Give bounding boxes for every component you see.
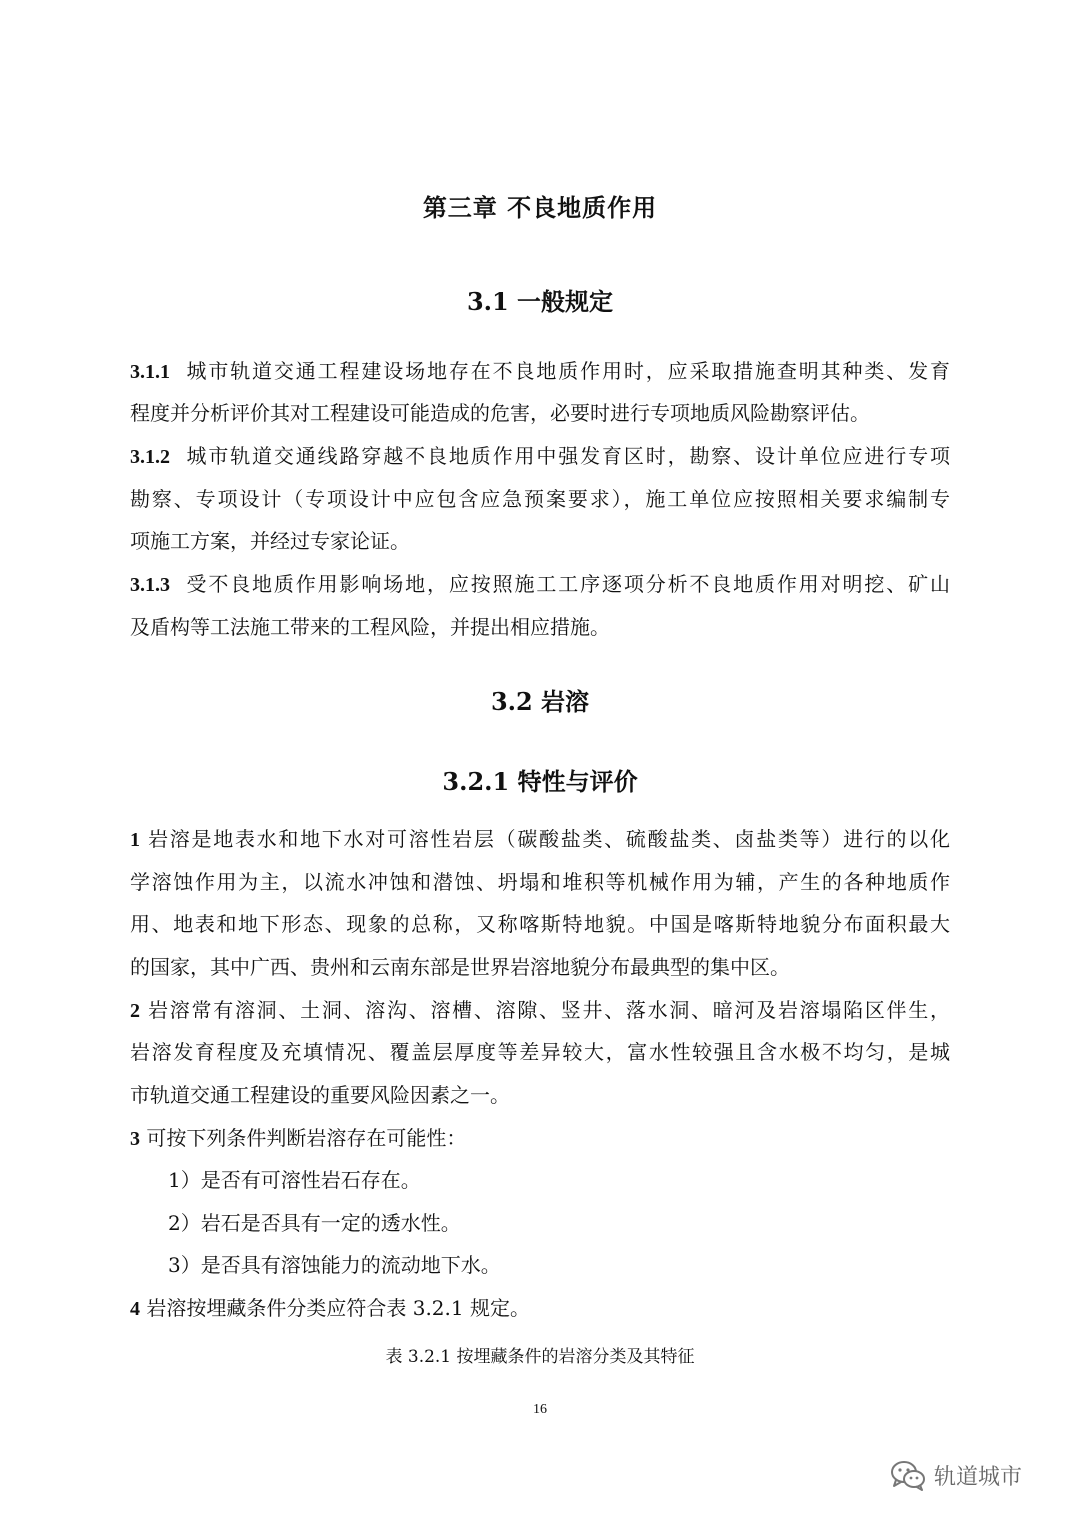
wechat-icon	[890, 1459, 926, 1491]
item-3-subitem-3: 3）是否具有溶蚀能力的流动地下水。	[168, 1253, 501, 1277]
item-text: 岩溶是地表水和地下水对可溶性岩层（碳酸盐类、硫酸盐类、卤盐类等）进行的以化	[148, 827, 950, 851]
clause-number: 3.1.2	[130, 446, 170, 468]
item-text: 岩溶常有溶洞、土洞、溶沟、溶槽、溶隙、竖井、落水洞、暗河及岩溶塌陷区伴生，	[148, 998, 950, 1022]
watermark-text: 轨道城市	[934, 1464, 1023, 1490]
item-3-subitem-2: 2）岩石是否具有一定的透水性。	[168, 1211, 461, 1235]
item-number: 2	[130, 1000, 140, 1022]
clause-number: 3.1.1	[130, 361, 170, 383]
clause-3-1-2-line-2: 勘察、专项设计（专项设计中应包含应急预案要求），施工单位应按照相关要求编制专	[130, 487, 950, 511]
subsection-title-3-2-1: 3.2.1 特性与评价	[442, 767, 638, 796]
clause-text: 城市轨道交通线路穿越不良地质作用中强发育区时，勘察、设计单位应进行专项	[186, 444, 950, 468]
item-1-line-4: 的国家，其中广西、贵州和云南东部是世界岩溶地貌分布最典型的集中区。	[130, 955, 790, 979]
watermark	[890, 1458, 1022, 1492]
item-1-line-2: 学溶蚀作用为主，以流水冲蚀和潜蚀、坍塌和堆积等机械作用为辅，产生的各种地质作	[130, 870, 950, 894]
item-text: 岩溶按埋藏条件分类应符合表 3.2.1 规定。	[146, 1296, 530, 1320]
item-2-line-3: 市轨道交通工程建设的重要风险因素之一。	[130, 1083, 510, 1107]
item-number: 4	[130, 1298, 140, 1320]
page-number: 16	[533, 1402, 547, 1417]
item-2-line-2: 岩溶发育程度及充填情况、覆盖层厚度等差异较大，富水性较强且含水极不均匀，是城	[130, 1040, 950, 1064]
item-2-line-1	[130, 997, 950, 1024]
clause-3-1-1-line-1	[130, 358, 950, 385]
item-number: 1	[130, 829, 140, 851]
item-1-line-3: 用、地表和地下形态、现象的总称，又称喀斯特地貌。中国是喀斯特地貌分布面积最大	[130, 912, 950, 936]
section-title-3-1: 3.1 一般规定	[466, 287, 614, 316]
clause-3-1-2-line-1	[130, 443, 950, 470]
clause-text: 受不良地质作用影响场地，应按照施工工序逐项分析不良地质作用对明挖、矿山	[186, 572, 950, 596]
clause-3-1-2-line-3: 项施工方案，并经过专家论证。	[130, 529, 410, 553]
clause-3-1-1-line-2: 程度并分析评价其对工程建设可能造成的危害，必要时进行专项地质风险勘察评估。	[130, 401, 870, 425]
clause-text: 城市轨道交通工程建设场地存在不良地质作用时，应采取措施查明其种类、发育	[186, 359, 950, 383]
item-1-line-1	[130, 826, 950, 853]
table-caption: 表 3.2.1 按埋藏条件的岩溶分类及其特征	[385, 1347, 695, 1367]
clause-number: 3.1.3	[130, 574, 170, 596]
item-number: 3	[130, 1128, 140, 1150]
chapter-title: 第三章 不良地质作用	[422, 193, 658, 222]
clause-3-1-3-line-2: 及盾构等工法施工带来的工程风险，并提出相应措施。	[130, 615, 610, 639]
clause-3-1-3-line-1	[130, 571, 950, 598]
item-text: 可按下列条件判断岩溶存在可能性：	[146, 1126, 467, 1150]
section-title-3-2: 3.2 岩溶	[490, 687, 590, 716]
item-3-subitem-1: 1）是否有可溶性岩石存在。	[168, 1168, 421, 1192]
item-4-line-1	[130, 1295, 950, 1322]
item-3-line-1	[130, 1125, 950, 1152]
